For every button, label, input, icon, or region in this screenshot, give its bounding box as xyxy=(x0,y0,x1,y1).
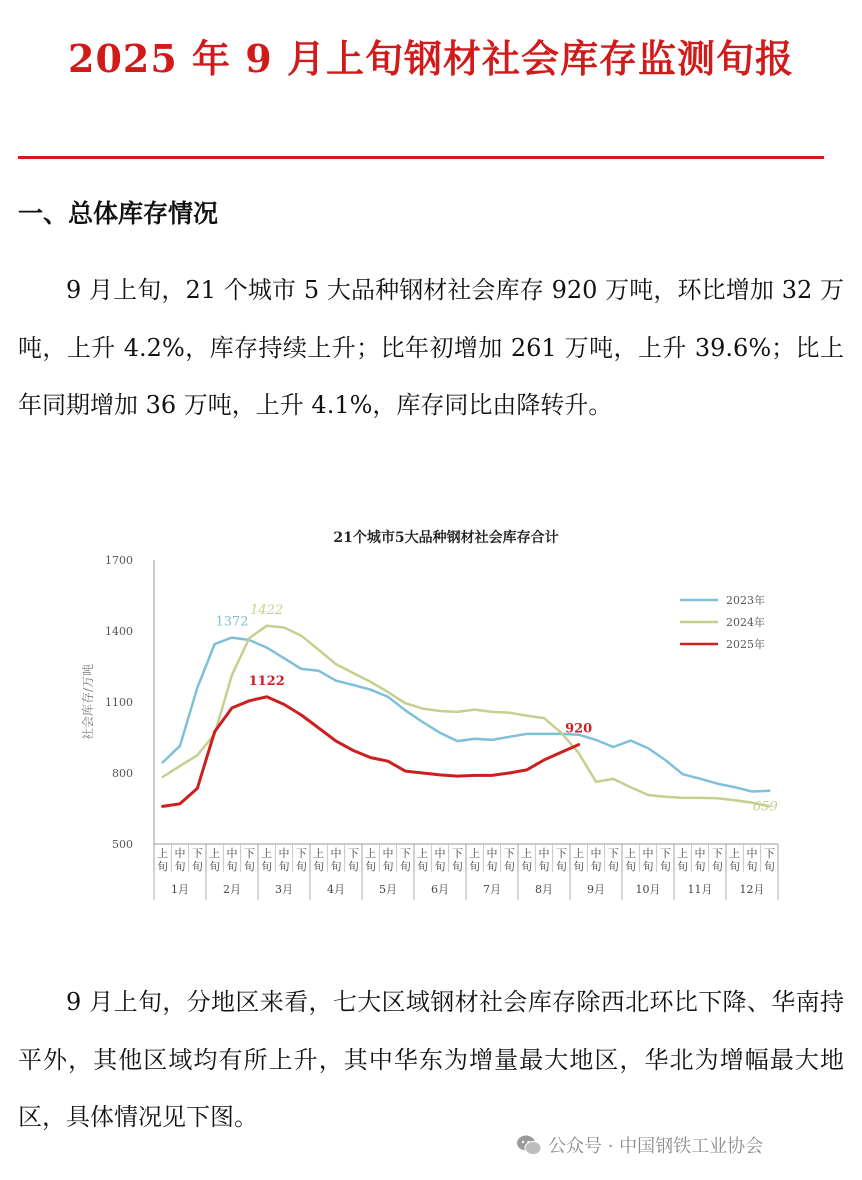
x-tick-label: 上旬 xyxy=(157,847,169,873)
x-tick-label: 下旬 xyxy=(763,847,775,873)
data-label: 659 xyxy=(752,799,778,815)
x-tick-label: 中旬 xyxy=(486,847,498,873)
y-axis-title-group xyxy=(80,664,95,740)
x-tick-label: 上旬 xyxy=(573,847,585,873)
x-tick-label: 上旬 xyxy=(625,847,637,873)
chart-legend xyxy=(680,593,765,651)
month-label: 8月 xyxy=(535,883,553,896)
inventory-line-chart xyxy=(70,515,790,910)
x-tick-label: 下旬 xyxy=(503,847,515,873)
x-tick-label: 上旬 xyxy=(677,847,689,873)
series-lines xyxy=(163,626,770,807)
x-tick-label: 中旬 xyxy=(694,847,706,873)
title-divider xyxy=(18,156,824,159)
legend-label: 2024年 xyxy=(726,616,765,629)
x-tick-label: 中旬 xyxy=(746,847,758,873)
x-tick-label: 上旬 xyxy=(313,847,325,873)
x-tick-label: 上旬 xyxy=(261,847,273,873)
x-tick-label: 中旬 xyxy=(538,847,550,873)
month-label: 7月 xyxy=(483,883,501,896)
x-tick-label: 中旬 xyxy=(174,847,186,873)
month-label: 10月 xyxy=(635,883,661,896)
y-tick-label: 1400 xyxy=(105,625,133,638)
x-tick-label: 中旬 xyxy=(642,847,654,873)
x-tick-label: 中旬 xyxy=(226,847,238,873)
y-axis-labels xyxy=(105,554,133,851)
series-line-2024年 xyxy=(163,626,770,807)
data-label: 1422 xyxy=(250,602,284,618)
x-tick-label: 上旬 xyxy=(209,847,221,873)
watermark-text: 公众号 · 中国钢铁工业协会 xyxy=(548,1136,764,1157)
month-label: 4月 xyxy=(327,883,345,896)
regional-paragraph: 9 月上旬，分地区来看，七大区域钢材社会库存除西北环比下降、华南持平外，其他区域均有所上升，其中华东为增量最大地区，华北为增幅最大地区，具体情况见下图。 xyxy=(18,988,844,1131)
y-tick-label: 1100 xyxy=(105,696,133,709)
x-tick-label: 下旬 xyxy=(243,847,255,873)
x-tick-label: 上旬 xyxy=(469,847,481,873)
x-tick-label: 下旬 xyxy=(191,847,203,873)
month-label: 12月 xyxy=(739,883,765,896)
y-axis-title: 社会库存/万吨 xyxy=(81,663,95,741)
x-tick-label: 上旬 xyxy=(417,847,429,873)
data-label: 920 xyxy=(565,721,593,737)
legend-label: 2025年 xyxy=(726,638,765,651)
legend-label: 2023年 xyxy=(726,594,765,607)
report-title: 2025 年 9 月上旬钢材社会库存监测旬报 xyxy=(68,36,794,81)
x-tick-label: 上旬 xyxy=(365,847,377,873)
x-tick-label: 中旬 xyxy=(382,847,394,873)
month-label: 6月 xyxy=(431,883,449,896)
data-label: 1372 xyxy=(215,614,249,630)
watermark xyxy=(516,1132,763,1158)
x-tick-label: 下旬 xyxy=(711,847,723,873)
summary-paragraph: 9 月上旬，21 个城市 5 大品种钢材社会库存 920 万吨，环比增加 32 万吨，上升 4.2%，库存持续上升；比年初增加 261 万吨，上升 39.6%；比上年同期增加 36 万吨，上升 4.1%，库存同比由降转升。 xyxy=(18,276,844,419)
month-label: 5月 xyxy=(379,883,397,896)
chart-title: 21个城市5大品种钢材社会库存合计 xyxy=(333,530,559,546)
series-line-2023年 xyxy=(163,638,770,792)
x-tick-label: 中旬 xyxy=(590,847,602,873)
x-tick-label: 下旬 xyxy=(659,847,671,873)
month-label: 11月 xyxy=(687,883,713,896)
section-heading: 一、总体库存情况 xyxy=(18,199,219,228)
x-tick-label: 下旬 xyxy=(295,847,307,873)
y-tick-label: 800 xyxy=(112,767,133,780)
month-label: 2月 xyxy=(223,883,241,896)
x-tick-label: 中旬 xyxy=(278,847,290,873)
x-tick-label: 上旬 xyxy=(521,847,533,873)
y-tick-label: 500 xyxy=(112,838,133,851)
x-tick-label: 下旬 xyxy=(399,847,411,873)
x-tick-label: 上旬 xyxy=(729,847,741,873)
data-label: 1122 xyxy=(248,673,285,689)
y-tick-label: 1700 xyxy=(105,554,133,567)
month-label: 3月 xyxy=(275,883,293,896)
x-tick-label: 下旬 xyxy=(607,847,619,873)
x-tick-label: 中旬 xyxy=(330,847,342,873)
month-label: 1月 xyxy=(171,883,189,896)
x-tick-label: 下旬 xyxy=(555,847,567,873)
x-tick-label: 下旬 xyxy=(451,847,463,873)
wechat-icon xyxy=(516,1134,542,1156)
x-tick-label: 中旬 xyxy=(434,847,446,873)
month-label: 9月 xyxy=(587,883,605,896)
x-tick-label: 下旬 xyxy=(347,847,359,873)
